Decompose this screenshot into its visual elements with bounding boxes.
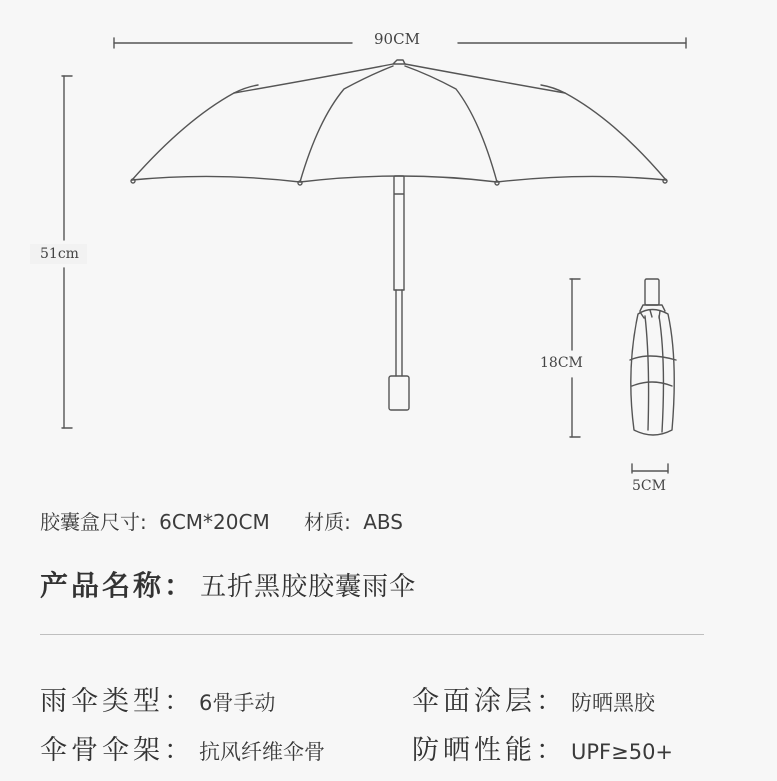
spec-sun-protection: [412, 728, 673, 767]
spec-coating: [412, 679, 655, 718]
spec-coating-value: 防晒黑胶: [571, 691, 655, 715]
capsule-material: [304, 506, 403, 535]
folded-height-dimension-label: 18CM: [540, 355, 583, 371]
spec-umbrella-type: [40, 679, 275, 718]
spec-umbrella-type-value: 6骨手动: [199, 691, 276, 715]
capsule-info: [40, 506, 403, 535]
product-name-label: 产品名称：: [40, 569, 196, 602]
capsule-material-value: ABS: [363, 510, 403, 534]
spec-sun-protection-label: 防晒性能：: [412, 735, 567, 766]
product-name-row: [40, 564, 416, 604]
capsule-material-label: 材质:: [304, 510, 351, 534]
section-divider: [40, 634, 704, 635]
spec-coating-label: 伞面涂层：: [412, 686, 567, 717]
product-name-value: 五折黑胶胶囊雨伞: [200, 572, 417, 602]
folded-width-dimension-label: 5CM: [632, 478, 666, 494]
height-dimension-label: 51cm: [30, 244, 87, 264]
spec-frame-label: 伞骨伞架：: [40, 735, 195, 766]
spec-frame-value: 抗风纤维伞骨: [199, 740, 325, 764]
open-umbrella-canopy: [131, 60, 667, 185]
spec-umbrella-type-label: 雨伞类型：: [40, 686, 195, 717]
capsule-size-label: 胶囊盒尺寸:: [40, 510, 147, 534]
folded-width-dimension-line: [632, 464, 668, 473]
open-umbrella-shaft: [389, 176, 409, 410]
spec-frame: [40, 728, 325, 767]
capsule-size-value: 6CM*20CM: [159, 510, 270, 534]
folded-umbrella: [630, 279, 676, 435]
spec-sun-protection-value: UPF≥50+: [571, 740, 674, 764]
width-dimension-label: 90CM: [368, 30, 426, 48]
